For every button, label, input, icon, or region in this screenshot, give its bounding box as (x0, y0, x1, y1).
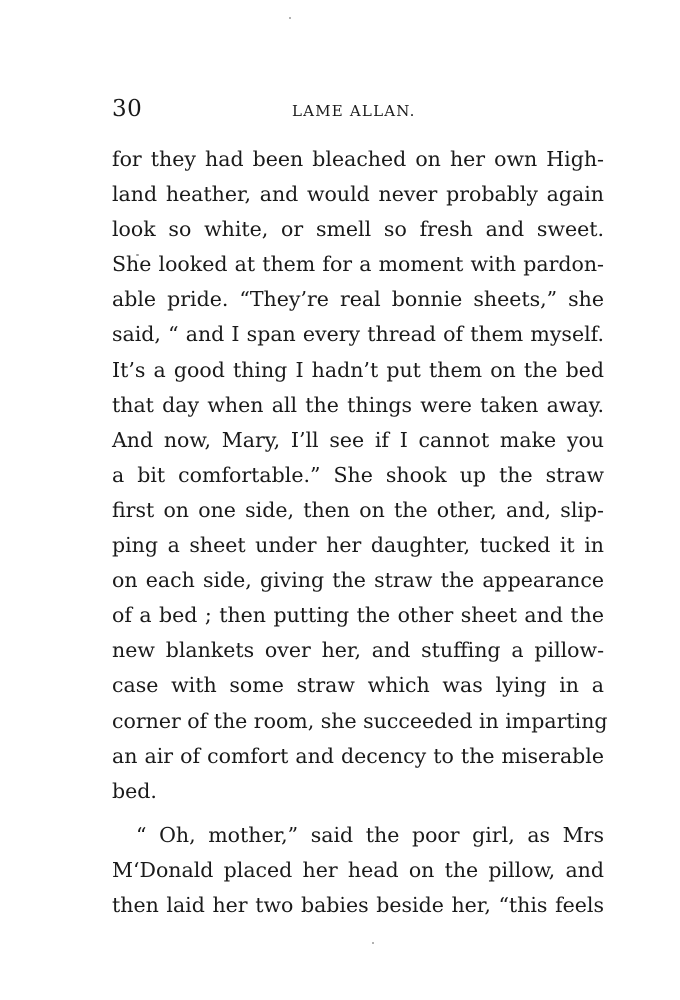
text-line: land heather, and would never probably again (112, 182, 604, 207)
paragraph-gap (112, 809, 604, 818)
page-header (112, 96, 604, 128)
text-line: ping a sheet under her daughter, tucked it in (112, 533, 604, 558)
page-number: 30 (112, 96, 143, 122)
paragraph-1 (112, 142, 608, 809)
text-line: an air of comfort and decency to the miserable (112, 743, 604, 768)
text-line: able pride. “They’re real bonnie sheets,” she (112, 287, 604, 312)
paragraph-2 (112, 818, 604, 923)
text-line: of a bed ; then putting the other sheet and the (112, 603, 604, 628)
text-line: that day when all the things were taken away. (112, 392, 604, 417)
running-title: LAME ALLAN. (292, 102, 416, 120)
text-line: first on one side, then on the other, and, slip- (112, 497, 604, 522)
body-text (112, 142, 608, 923)
paper-speck (289, 17, 291, 19)
text-line: look so white, or smell so fresh and sweet. (112, 217, 604, 242)
text-line: It’s a good thing I hadn’t put them on the bed (112, 357, 604, 382)
text-line: corner of the room, she succeeded in imparting (112, 708, 608, 733)
text-line: then laid her two babies beside her, “this feels (112, 892, 604, 917)
text-line: a bit comfortable.” She shook up the straw (112, 462, 604, 487)
text-line: “ Oh, mother,” said the poor girl, as Mrs (136, 822, 604, 847)
text-line: bed. (112, 778, 157, 803)
text-line: And now, Mary, I’ll see if I cannot make you (112, 427, 604, 452)
text-line: MʻDonald placed her head on the pillow, and (112, 857, 604, 882)
text-line: new blankets over her, and stuffing a pillow- (112, 638, 604, 663)
text-line: on each side, giving the straw the appearance (112, 568, 604, 593)
paper-speck (372, 942, 374, 944)
text-line: She looked at them for a moment with pardon- (112, 252, 604, 277)
text-line: case with some straw which was lying in a (112, 673, 604, 698)
text-line: said, “ and I span every thread of them myself. (112, 322, 604, 347)
text-line: for they had been bleached on her own High- (112, 147, 604, 171)
